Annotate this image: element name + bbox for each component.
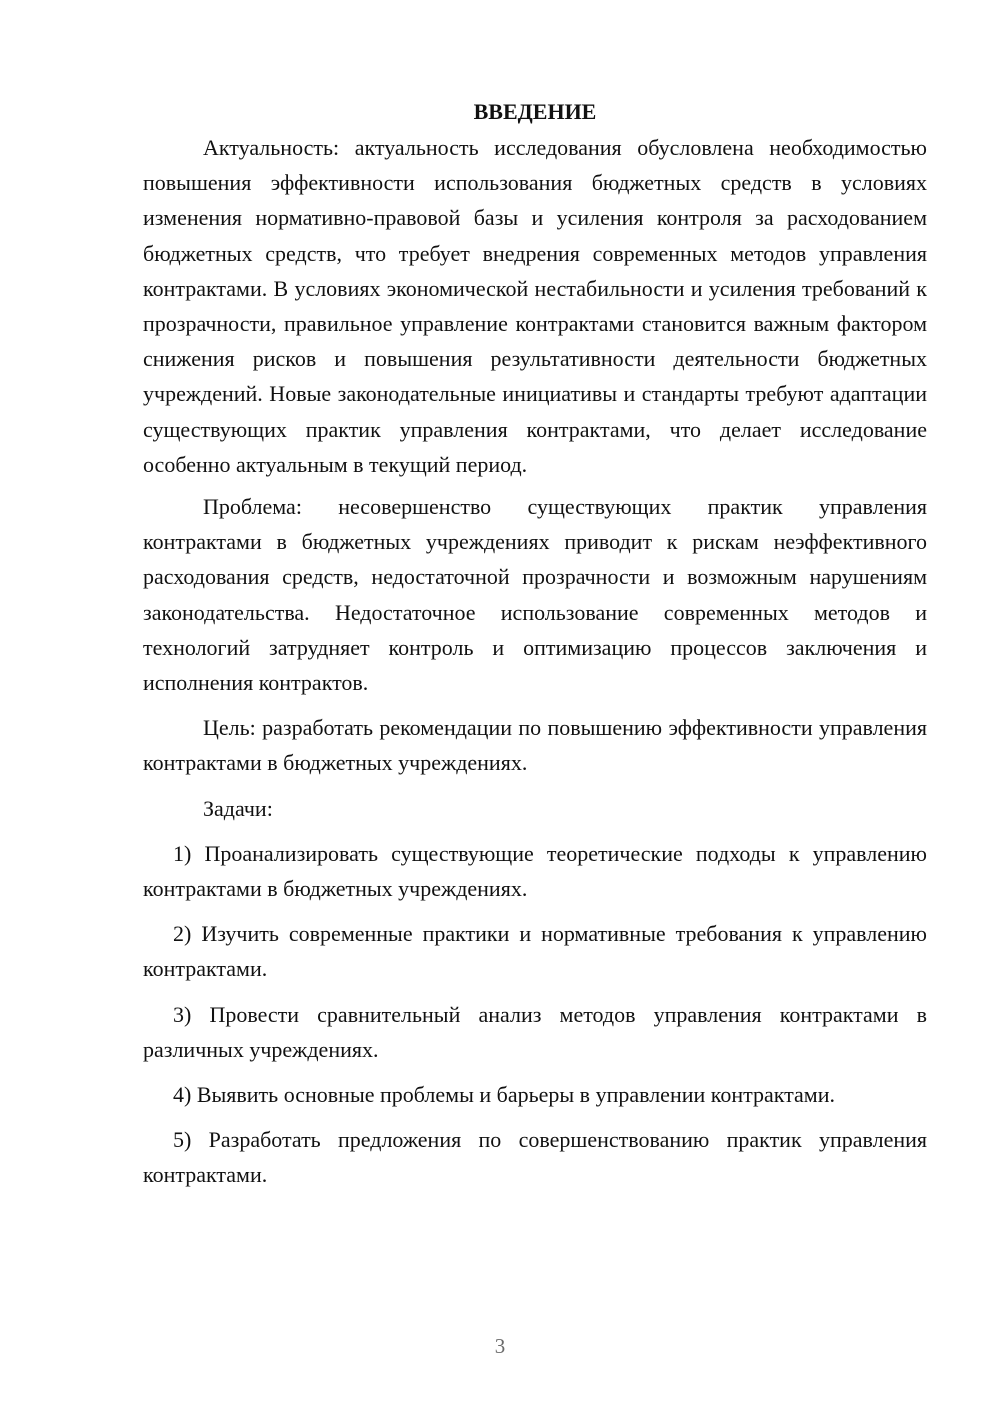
paragraph-goal: Цель: разработать рекомендации по повышению эффективности управления контрактами в бюджетных учреждениях.	[143, 715, 927, 776]
page-number: 3	[494, 1334, 506, 1358]
task-item-1: 1) Проанализировать существующие теоретические подходы к управлению контрактами в бюджетных учреждениях.	[143, 840, 927, 902]
task-item-5: 5) Разработать предложения по совершенствованию практик управления контрактами.	[143, 1127, 927, 1188]
section-title: ВВЕДЕНИЕ	[473, 99, 597, 124]
paragraph-problem: Проблема: несовершенство существующих практик управления контрактами в бюджетных учреждениях приводит к рискам неэффективного расходования средств, недостаточной прозрачности и возможным нарушениям законодательства. Недостаточное использование современных методов и технологий затрудняет контроль и оптимизацию процессов заключения и исполнения контрактов.	[143, 494, 927, 696]
task-item-4: 4) Выявить основные проблемы и барьеры в управлении контрактами.	[173, 1082, 835, 1108]
tasks-list	[143, 836, 927, 1193]
tasks-heading: Задачи:	[203, 795, 273, 821]
page-content	[143, 94, 927, 1203]
task-item-2: 2) Изучить современные практики и нормативные требования к управлению контрактами.	[143, 921, 927, 982]
task-item-3: 3) Провести сравнительный анализ методов управления контрактами в различных учреждениях.	[143, 1001, 927, 1062]
paragraph-relevance: Актуальность: актуальность исследования обусловлена необходимостью повышения эффективности использования бюджетных средств в условиях изменения нормативно-правовой базы и усиления контроля за расходованием бюджетных средств, что требует внедрения современных методов управления контрактами. В условиях экономической нестабильности и усиления требований к прозрачности, правильное управление контрактами становится важным фактором снижения рисков и повышения результативности деятельности бюджетных учреждений. Новые законодательные инициативы и стандарты требуют адаптации существующих практик управления контрактами, что делает исследование особенно актуальным в текущий период.	[143, 135, 927, 477]
